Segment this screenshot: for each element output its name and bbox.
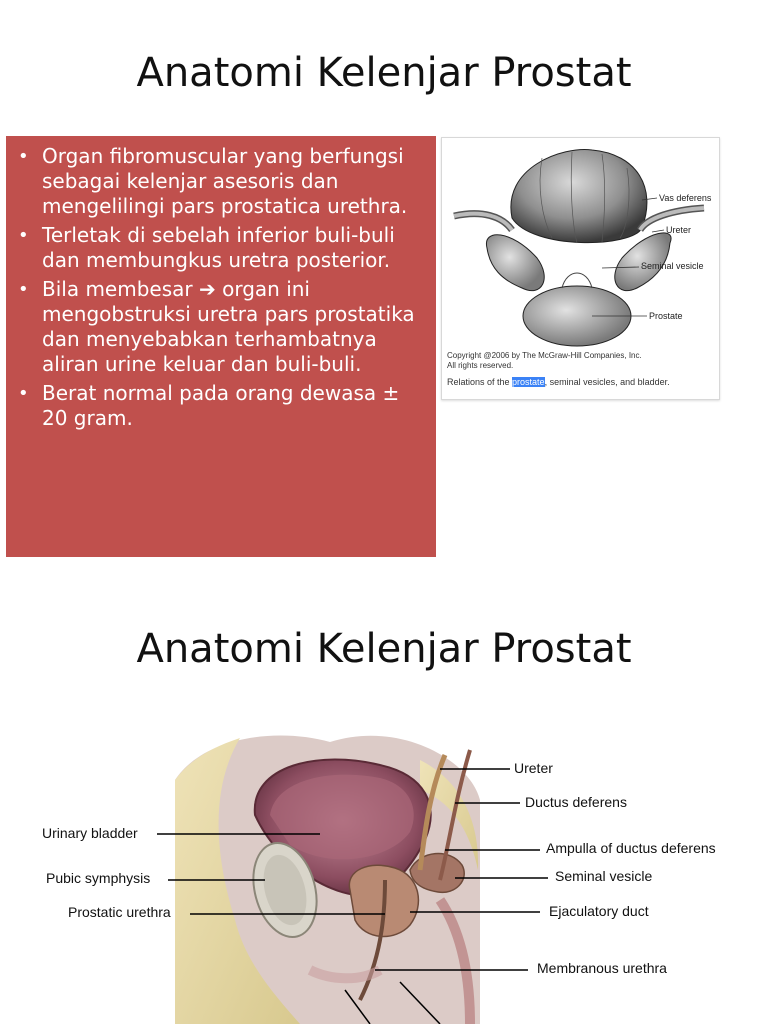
caption-text: Relations of the	[447, 377, 513, 387]
caption-text: , seminal vesicles, and bladder.	[544, 377, 670, 387]
slide-2	[0, 590, 768, 1024]
figure-caption	[447, 377, 670, 387]
label-ductus-deferens: Ductus deferens	[525, 794, 627, 810]
bullet-dot-icon: •	[18, 383, 29, 404]
slide-title: Anatomi Kelenjar Prostat	[136, 50, 632, 96]
bullet-list	[6, 136, 436, 431]
bullet-text: Terletak di sebelah inferior buli-buli dan membungkus uretra posterior.	[42, 223, 395, 272]
bullet-dot-icon: •	[18, 279, 29, 300]
label-vas-deferens: Vas deferens	[659, 193, 712, 203]
label-ejaculatory-duct: Ejaculatory duct	[549, 903, 649, 919]
bullet-panel	[6, 136, 436, 557]
label-membranous-urethra: Membranous urethra	[537, 960, 667, 976]
bullet-item	[16, 381, 426, 431]
slide-title: Anatomi Kelenjar Prostat	[136, 626, 632, 672]
pelvic-anatomy-figure	[0, 720, 768, 1024]
figure-copyright	[447, 351, 642, 371]
bullet-dot-icon: •	[18, 225, 29, 246]
label-prostatic-urethra: Prostatic urethra	[68, 904, 171, 920]
bullet-item	[16, 223, 426, 273]
label-ureter: Ureter	[666, 225, 692, 235]
caption-highlight: prostate	[512, 377, 545, 387]
label-urinary-bladder: Urinary bladder	[42, 825, 138, 841]
bullet-dot-icon: •	[18, 146, 29, 167]
bullet-item	[16, 144, 426, 219]
right-arrow-icon: ➔	[198, 277, 216, 301]
label-ampulla: Ampulla of ductus deferens	[546, 840, 716, 856]
label-seminal-vesicle: Seminal vesicle	[641, 261, 704, 271]
copyright-line: Copyright @2006 by The McGraw-Hill Companies, Inc.	[447, 351, 642, 360]
copyright-line: All rights reserved.	[447, 361, 514, 370]
label-ureter: Ureter	[514, 760, 553, 776]
prostate-relations-figure	[441, 137, 720, 400]
label-pubic-symphysis: Pubic symphysis	[46, 870, 151, 886]
bullet-text-after: organ ini mengobstruksi uretra pars prostatika dan menyebabkan terhambatnya aliran urine keluar dan buli-buli.	[42, 277, 415, 376]
label-prostate: Prostate	[649, 311, 683, 321]
bullet-text: Berat normal pada orang dewasa ± 20 gram.	[42, 381, 400, 430]
bullet-text: Organ fibromuscular yang berfungsi sebagai kelenjar asesoris dan mengelilingi pars prostatica urethra.	[42, 144, 408, 218]
bullet-text-before: Bila membesar	[42, 277, 199, 301]
label-seminal-vesicle: Seminal vesicle	[555, 868, 653, 884]
bullet-item	[16, 277, 426, 377]
